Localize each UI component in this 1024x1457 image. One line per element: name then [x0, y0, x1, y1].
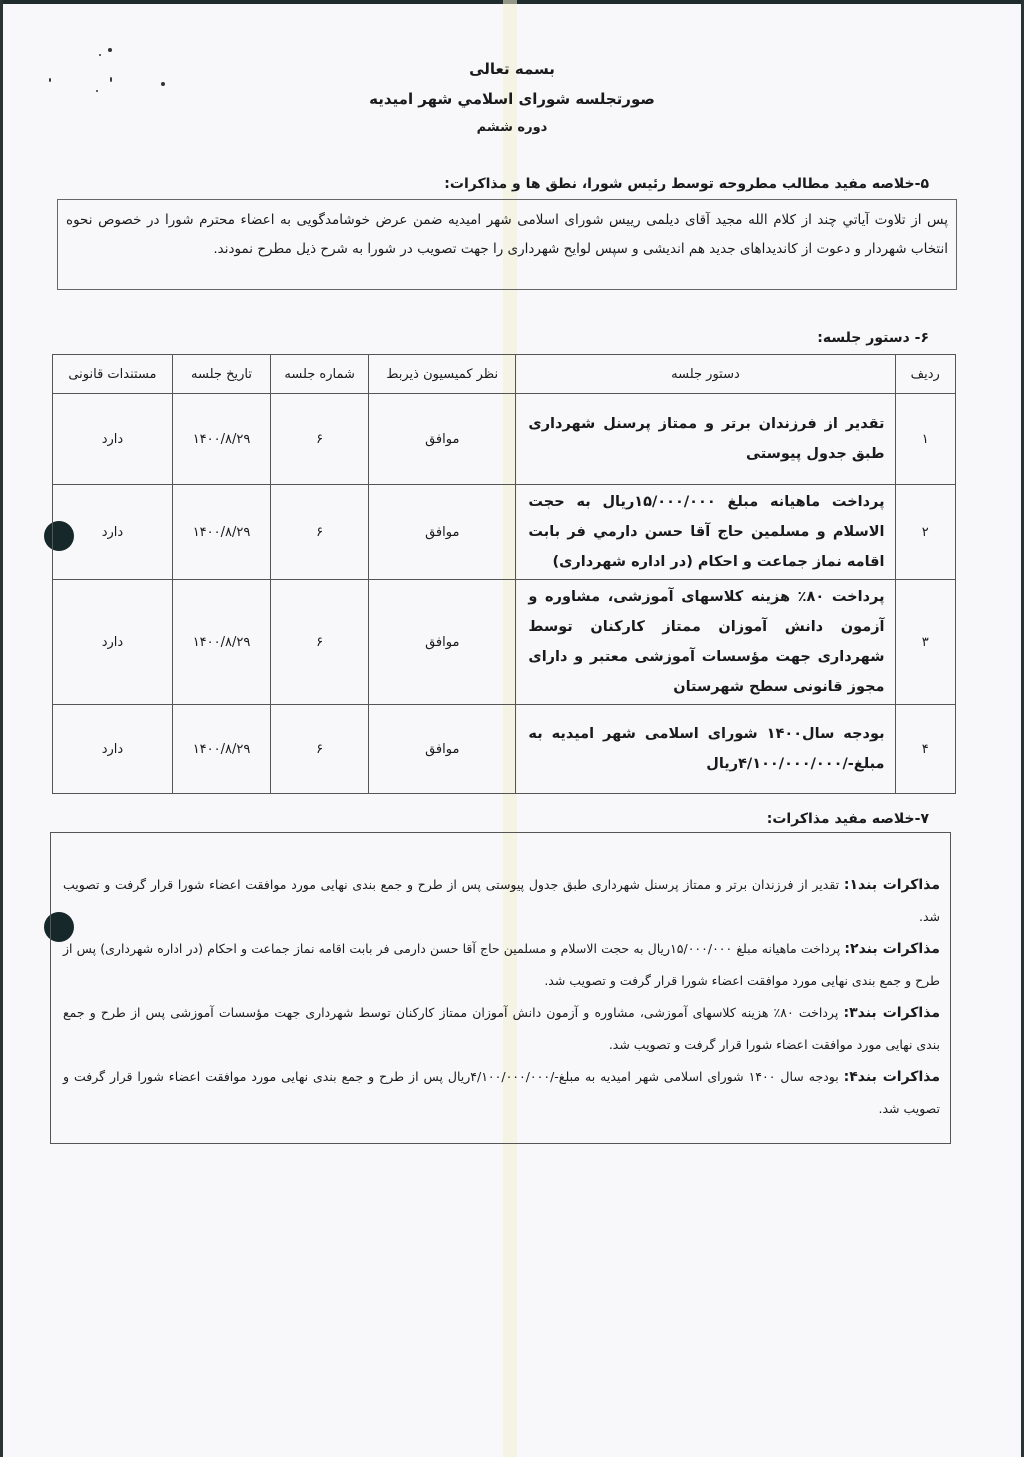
col-header-topic: دستور جلسه — [516, 355, 895, 394]
negotiation-item-label: مذاکرات بند۴: — [843, 1069, 940, 1085]
negotiation-item-text: پرداخت ۸۰٪ هزینه کلاسهای آموزشی، مشاوره و آزمون دانش آموزان ممتاز کارکنان توسط شهرداری جهت مؤسسات آموزشی پس از طرح و جمع بندی نهایی مورد موافقت اعضاء شورا قرار گرفت و تصویب شد. — [63, 1005, 940, 1052]
col-header-session-number: شماره جلسه — [271, 355, 369, 394]
section-5-summary-box — [57, 199, 957, 290]
council-term: دوره ششم — [476, 120, 548, 135]
cell-topic: تقدیر از فرزندان برتر و ممتاز پرسنل شهرداری طبق جدول پیوستی — [516, 394, 895, 485]
agenda-row — [53, 394, 956, 485]
negotiation-item-text: بودجه سال ۱۴۰۰ شورای اسلامی شهر امیدیه به مبلغ-/۴/۱۰۰/۰۰۰/۰۰۰ریال پس از طرح و جمع بندی نهایی مورد موافقت اعضاء شورا قرار گرفت و تصویب شد. — [63, 1069, 940, 1116]
section-5-summary-text: پس از تلاوت آیاتي چند از کلام الله مجید آقای دیلمی رییس شورای اسلامی شهر امیدیه ضمن عرض خوشامدگویی به اعضاء محترم شورا در خصوص نحوه انتخاب شهردار و دعوت از کاندیداهای جدید هم اندیشی و سپس لوایح شهرداری را جهت تصویب در شورا به شرح ذیل مطرح نمودند. — [66, 212, 948, 257]
col-header-commission-view: نظر کمیسیون ذیربط — [369, 355, 516, 394]
cell-session-number: ۶ — [271, 485, 369, 580]
cell-commission-view: موافق — [369, 485, 516, 580]
agenda-row — [53, 705, 956, 794]
cell-session-number: ۶ — [271, 394, 369, 485]
cell-legal-docs: دارد — [53, 705, 173, 794]
cell-legal-docs: دارد — [53, 485, 173, 580]
negotiation-item — [63, 869, 940, 933]
negotiation-item — [63, 933, 940, 997]
section-7-title: ۷-خلاصه مفید مذاکرات: — [766, 811, 929, 827]
cell-commission-view: موافق — [369, 705, 516, 794]
cell-session-date: ۱۴۰۰/۸/۲۹ — [172, 705, 270, 794]
cell-legal-docs: دارد — [53, 394, 173, 485]
negotiation-item-text: پرداخت ماهیانه مبلغ ۱۵/۰۰۰/۰۰۰ریال به حجت الاسلام و مسلمین حاج آقا حسن دارمی فر بابت اقامه نماز جماعت و احکام (در اداره شهرداری) پس از طرح و جمع بندی نهایی مورد موافقت اعضاء شورا قرار گرفت و تصویب شد. — [63, 941, 940, 988]
negotiation-item-label: مذاکرات بند۲: — [844, 941, 940, 957]
cell-topic: پرداخت ماهیانه مبلغ ۱۵/۰۰۰/۰۰۰ریال به حجت الاسلام و مسلمین حاج آقا حسن دارمي فر بابت اقامه نماز جماعت و احکام (در اداره شهرداری) — [516, 485, 895, 580]
col-header-session-date: تاریخ جلسه — [172, 355, 270, 394]
col-header-row: ردیف — [895, 355, 955, 394]
cell-session-date: ۱۴۰۰/۸/۲۹ — [172, 394, 270, 485]
negotiation-item-label: مذاکرات بند۳: — [843, 1005, 940, 1021]
cell-commission-view: موافق — [369, 394, 516, 485]
cell-session-number: ۶ — [271, 580, 369, 705]
cell-row: ۴ — [895, 705, 955, 794]
invocation-heading: بسمه تعالی — [469, 60, 555, 78]
cell-row: ۳ — [895, 580, 955, 705]
negotiation-item-text: تقدیر از فرزندان برتر و ممتاز پرسنل شهرداری طبق جدول پیوستی پس از طرح و جمع بندی نهایی مورد موافقت اعضاء شورا قرار گرفت و تصویب شد. — [63, 877, 940, 924]
negotiation-item — [63, 1061, 940, 1125]
negotiation-item-label: مذاکرات بند۱: — [843, 877, 940, 893]
cell-commission-view: موافق — [369, 580, 516, 705]
section-6-title: ۶- دستور جلسه: — [817, 330, 929, 346]
negotiation-item — [63, 997, 940, 1061]
section-7-negotiations-box — [50, 832, 951, 1144]
agenda-row — [53, 580, 956, 705]
cell-legal-docs: دارد — [53, 580, 173, 705]
cell-row: ۱ — [895, 394, 955, 485]
cell-session-number: ۶ — [271, 705, 369, 794]
cell-topic: پرداخت ۸۰٪ هزینه کلاسهای آموزشی، مشاوره و آزمون دانش آموزان ممتاز کارکنان توسط شهرداری جهت مؤسسات آموزشی معتبر و دارای مجوز قانونی سطح شهرستان — [516, 580, 895, 705]
cell-session-date: ۱۴۰۰/۸/۲۹ — [172, 485, 270, 580]
agenda-table — [52, 354, 956, 794]
agenda-header-row — [53, 355, 956, 394]
section-5-title: ۵-خلاصه مفید مطالب مطروحه توسط رئیس شورا، نطق ها و مذاکرات: — [444, 176, 929, 192]
cell-session-date: ۱۴۰۰/۸/۲۹ — [172, 580, 270, 705]
cell-topic: بودجه سال۱۴۰۰ شورای اسلامی شهر امیدیه به مبلغ-/۴/۱۰۰/۰۰۰/۰۰۰ریال — [516, 705, 895, 794]
cell-row: ۲ — [895, 485, 955, 580]
document-title: صورتجلسه شورای اسلامي شهر امیدیه — [369, 90, 655, 108]
agenda-row — [53, 485, 956, 580]
col-header-legal-docs: مستندات قانونی — [53, 355, 173, 394]
